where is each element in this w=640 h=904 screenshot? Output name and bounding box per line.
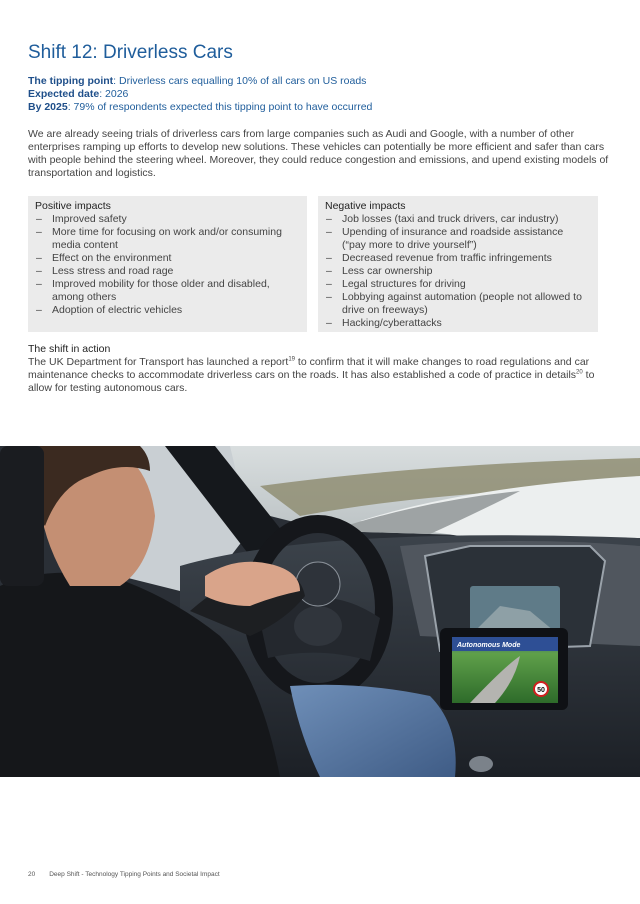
speed-limit-sign: 50 [537, 687, 545, 694]
tipping-point-label: The tipping point [28, 75, 114, 87]
tipping-point-line [28, 75, 372, 88]
driverless-car-photo [0, 446, 640, 777]
tipping-point-value: : Driverless cars equalling 10% of all cars on US roads [113, 75, 367, 87]
list-item: – More time for focusing on work and/or consuming media content [35, 226, 299, 252]
footnote-ref: 20 [576, 369, 583, 376]
negative-impacts-box [318, 196, 598, 332]
negative-impacts-heading: Negative impacts [325, 200, 406, 212]
by-2025-line [28, 101, 372, 114]
page-footer [28, 871, 220, 878]
positive-impacts-heading: Positive impacts [35, 200, 111, 212]
list-item: – Adoption of electric vehicles [35, 304, 299, 317]
action-text: to allow for testing autonomous cars. [28, 369, 595, 394]
expected-date-value: : 2026 [99, 88, 129, 100]
page-title: Shift 12: Driverless Cars [28, 42, 233, 63]
expected-date-label: Expected date [28, 88, 100, 100]
shift-summary [28, 75, 372, 114]
positive-impacts-box [28, 196, 307, 332]
list-item: – Upending of insurance and roadside assistance (“pay more to drive yourself”) [325, 226, 590, 252]
list-item: – Less car ownership [325, 265, 590, 278]
list-item: – Legal structures for driving [325, 278, 590, 291]
list-item: – Job losses (taxi and truck drivers, car industry) [325, 213, 590, 226]
expected-date-line [28, 88, 372, 101]
footnote-ref: 19 [288, 356, 295, 363]
positive-impacts-list [35, 213, 299, 317]
action-text: The UK Department for Transport has launched a report [28, 356, 289, 368]
tablet-device [440, 628, 568, 710]
by-2025-value: : 79% of respondents expected this tipping point to have occurred [67, 101, 373, 113]
negative-impacts-list [325, 213, 590, 330]
page-number: 20 [28, 871, 36, 878]
by-2025-label: By 2025 [28, 101, 68, 113]
intro-paragraph: We are already seeing trials of driverless cars from large companies such as Audi and Google, with a number of other enterprises ramping up efforts to develop new solutions. These vehicles can potentially be more efficient and safer than cars with people behind the steering wheel. Moreover, they could reduce congestion and emissions, and upend existing models of transportation and logistics. [28, 128, 609, 179]
list-item: – Hacking/cyberattacks [325, 317, 590, 330]
shift-in-action-heading: The shift in action [28, 343, 111, 355]
list-item: – Improved mobility for those older and disabled, among others [35, 278, 299, 304]
list-item: – Lobbying against automation (people not allowed to drive on freeways) [325, 291, 590, 317]
tablet-label: Autonomous Mode [457, 642, 521, 649]
list-item: – Improved safety [35, 213, 299, 226]
action-text: to confirm that it will make changes to road regulations and car maintenance checks to accommodate driverless cars on the roads. It has also established a code of practice in details [28, 356, 590, 381]
list-item: – Effect on the environment [35, 252, 299, 265]
list-item: – Decreased revenue from traffic infringements [325, 252, 590, 265]
document-title: Deep Shift - Technology Tipping Points and Societal Impact [49, 871, 220, 878]
list-item: – Less stress and road rage [35, 265, 299, 278]
shift-in-action-paragraph [28, 356, 618, 395]
